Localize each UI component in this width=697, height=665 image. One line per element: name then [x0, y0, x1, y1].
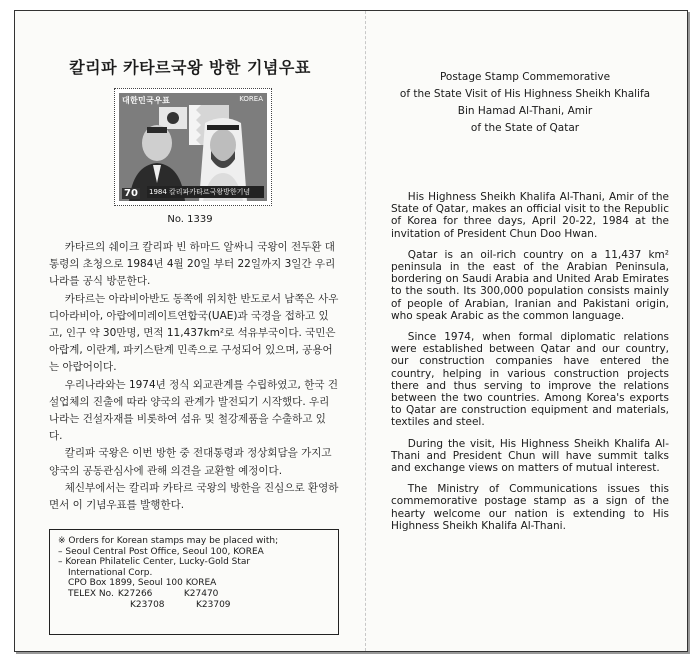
order-info-box — [49, 529, 339, 635]
stamp-denomination: 70 — [124, 188, 138, 199]
order-line: ※ Orders for Korean stamps may be placed with; — [58, 536, 279, 546]
stamp-number: No. 1339 — [167, 214, 213, 225]
english-title-line: of the State of Qatar — [470, 122, 580, 134]
english-panel — [377, 11, 673, 651]
english-paragraph: Qatar is an oil-rich country on a 11,437 km² peninsula in the east of the Arabian Peninsula, bordering on Saudi Arabia and United Arab Emirates to the south. Its 300,000 population consists mainly of people of Arabian, Iranian and Pakistani origin, who speak Arabic as the common language. — [391, 248, 669, 322]
telex-number: K27470 — [183, 588, 219, 599]
english-title-line: of the State Visit of His Highness Sheikh Khalifa — [399, 88, 651, 100]
fold-line — [365, 11, 366, 651]
stamp-leaflet — [14, 10, 688, 652]
commemorative-stamp — [114, 88, 272, 206]
english-title — [377, 69, 673, 137]
korean-panel — [15, 11, 365, 651]
telex-number: K23708 — [130, 599, 165, 610]
telex-row-2 — [58, 600, 330, 611]
telex-number: K23709 — [196, 599, 231, 610]
order-line: International Corp. — [68, 567, 153, 578]
order-line: CPO Box 1899, Seoul 100 KOREA — [68, 578, 217, 589]
english-paragraph: His Highness Sheikh Khalifa Al-Thani, Amir of the State of Qatar, makes an official visit to the Republic of Korea for three days, April 20-22, 1984 at the invitation of President Chun Doo Hwan. — [391, 191, 669, 240]
korean-paragraph: 우리나라와는 1974년 정식 외교관계를 수립하였고, 한국 건설업체의 진출에 따라 양국의 관계가 발전되기 시작했다. 우리나라는 건설자재를 비롯하여 섬유 및 철강제품을 수출하고 있다. — [49, 378, 338, 443]
korean-title: 칼리파 카타르국왕 방한 기념우표 — [69, 58, 311, 77]
english-title-line: Postage Stamp Commemorative — [439, 71, 611, 83]
order-line: – Seoul Central Post Office, Seoul 100, KOREA — [58, 546, 264, 557]
stamp-caption: 1984 칼리파카타르국왕방한기념 — [147, 186, 264, 198]
korean-paragraph: 카타르는 아라비아반도 동쪽에 위치한 반도로서 남쪽은 사우디아라비아, 아랍에미레이트연합국(UAE)과 국경을 접하고 있고, 인구 약 30만명, 면적 11,437km²로 석유부국이다. 국민은 아랍계, 이란계, 파키스탄계 민족으로 구성되어 있으며, 공용어는 아랍어이다. — [49, 292, 339, 374]
stamp-portrait-illustration — [119, 93, 267, 201]
english-title-line: Bin Hamad Al-Thani, Amir — [457, 105, 593, 117]
korean-paragraph: 칼리파 국왕은 이번 방한 중 전대통령과 정상회담을 가지고 양국의 공동관심사에 관해 의견을 교환할 예정이다. — [49, 447, 332, 477]
english-description — [391, 191, 669, 541]
telex-number: K27266 — [117, 588, 153, 599]
korean-paragraph: 체신부에서는 칼리파 카타르 국왕의 방한을 진심으로 환영하면서 이 기념우표를 발행한다. — [49, 481, 339, 512]
stamp-issuer-text: 대한민국우표 — [122, 96, 171, 105]
korean-paragraph: 카타르의 쉐이크 칼리파 빈 하마드 알싸니 국왕이 전두환 대통령의 초청으로 1984년 4월 20일 부터 22일까지 3일간 우리나라를 공식 방문한다. — [49, 241, 336, 288]
telex-label: TELEX No. — [68, 588, 114, 599]
english-paragraph: During the visit, His Highness Sheikh Khalifa Al-Thani and President Chun will have summit talks and exchange views on matters of mutual interest. — [391, 437, 669, 475]
korean-description — [49, 239, 339, 514]
english-paragraph: Since 1974, when formal diplomatic relations were established between Qatar and our country, our construction companies have entered the country, helping in various construction projects there and thus serving to improve the relations between the two countries. Among Korea's exports to Qatar are construction equipment and materials, textiles and steel. — [391, 331, 669, 429]
stamp-country-text: KOREA — [239, 95, 263, 103]
stamp-image — [119, 93, 267, 201]
telex-row-1 — [58, 589, 330, 600]
order-line: – Korean Philatelic Center, Lucky-Gold Star — [58, 557, 251, 568]
english-paragraph: The Ministry of Communications issues this commemorative postage stamp as a sign of the hearty welcome our nation is extending to His Highness Sheikh Khalifa Al-Thani. — [391, 483, 669, 532]
